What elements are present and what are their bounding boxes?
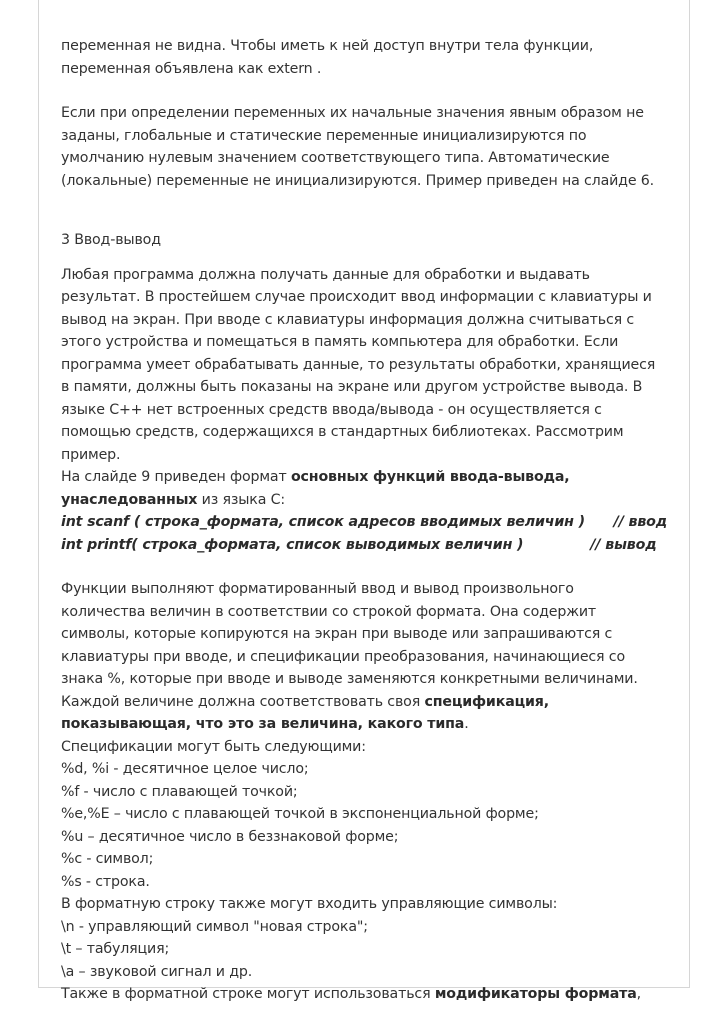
text-line: этого устройства и помещаться в память компьютера для обработки. Если bbox=[61, 334, 619, 350]
text-line: умолчанию нулевым значением соответствующего типа. Автоматические bbox=[61, 150, 610, 166]
text-run: из языка С: bbox=[197, 491, 286, 508]
bold-text: показывающая, что это за величина, какого типа bbox=[61, 716, 465, 732]
text-line: количества величин в соответствии со строкой формата. Она содержит bbox=[61, 603, 597, 620]
text-line: вывод на экран. При вводе с клавиатуры информация должна считываться с bbox=[61, 311, 635, 328]
text-run: . bbox=[464, 716, 469, 732]
text-line: программа умеет обрабатывать данные, то результаты обработки, хранящиеся bbox=[61, 356, 656, 373]
text-line: \n - управляющий символ "новая строка"; bbox=[61, 918, 368, 935]
text-line: языке С++ нет встроенных средств ввода/вывода - он осуществляется с bbox=[61, 401, 602, 418]
code-printf: int printf( строка_формата, список выводимых величин ) // вывод bbox=[61, 536, 657, 553]
paragraph-initialization bbox=[61, 102, 681, 192]
text-line: результат. В простейшем случае происходит ввод информации с клавиатуры и bbox=[61, 289, 652, 305]
text-line: Любая программа должна получать данные для обработки и выдавать bbox=[61, 266, 590, 283]
section-heading: 3 Ввод-вывод bbox=[61, 232, 161, 248]
document-page bbox=[38, 0, 690, 1002]
text-line: (локальные) переменные не инициализируются. Пример приведен на слайде 6. bbox=[61, 172, 655, 189]
document-body bbox=[61, 35, 681, 1006]
text-line: %u – десятичное число в беззнаковой форме; bbox=[61, 828, 399, 845]
text-line: Функции выполняют форматированный ввод и вывод произвольного bbox=[61, 581, 574, 597]
text-line: пример. bbox=[61, 446, 121, 463]
bold-text: модификаторы формата bbox=[434, 986, 637, 1002]
paragraph-io-intro bbox=[61, 264, 681, 467]
bold-text: спецификация, bbox=[424, 693, 549, 710]
text-line: знака %, которые при вводе и выводе заменяются конкретными величинами. bbox=[61, 671, 638, 687]
text-line: в памяти, должны быть показаны на экране или другом устройстве вывода. В bbox=[61, 379, 643, 395]
bold-text: основных функций ввода-вывода, bbox=[290, 469, 570, 485]
text-line: клавиатуры при вводе, и спецификации преобразования, начинающиеся со bbox=[61, 648, 625, 665]
text-line: %f - число с плавающей точкой; bbox=[61, 783, 298, 800]
text-run: Каждой величине должна соответствовать своя bbox=[61, 693, 425, 710]
text-line: заданы, глобальные и статические переменные инициализируются по bbox=[61, 127, 587, 144]
paragraph-functions-format bbox=[61, 466, 681, 556]
text-line: \t – табуляция; bbox=[61, 941, 170, 957]
text-line: \a – звуковой сигнал и др. bbox=[61, 963, 253, 980]
paragraph-format-string bbox=[61, 578, 681, 1006]
text-run: Также в форматной строке могут использоваться bbox=[61, 986, 435, 1002]
text-line: Если при определении переменных их начальные значения явным образом не bbox=[61, 105, 644, 121]
text-run: , bbox=[636, 986, 641, 1002]
text-line: %d, %i - десятичное целое число; bbox=[61, 761, 309, 777]
text-line: В форматную строку также могут входить управляющие символы: bbox=[61, 896, 558, 912]
text-line: помощью средств, содержащихся в стандартных библиотеках. Рассмотрим bbox=[61, 424, 624, 440]
text-line: %e,%E – число с плавающей точкой в экспоненциальной форме; bbox=[61, 806, 539, 822]
bold-text: унаследованных bbox=[61, 491, 198, 508]
text-line: %s - строка. bbox=[61, 873, 150, 890]
text-line: %c - символ; bbox=[61, 851, 154, 867]
text-line: переменная не видна. Чтобы иметь к ней доступ внутри тела функции, bbox=[61, 38, 594, 54]
text-line: символы, которые копируются на экран при выводе или запрашиваются с bbox=[61, 626, 613, 642]
text-line: переменная объявлена как extern . bbox=[61, 60, 322, 77]
text-line: Спецификации могут быть следующими: bbox=[61, 738, 366, 755]
code-scanf: int scanf ( строка_формата, список адресов вводимых величин ) // ввод bbox=[61, 514, 668, 530]
paragraph-extern bbox=[61, 35, 681, 80]
text-run: На слайде 9 приведен формат bbox=[61, 469, 291, 485]
